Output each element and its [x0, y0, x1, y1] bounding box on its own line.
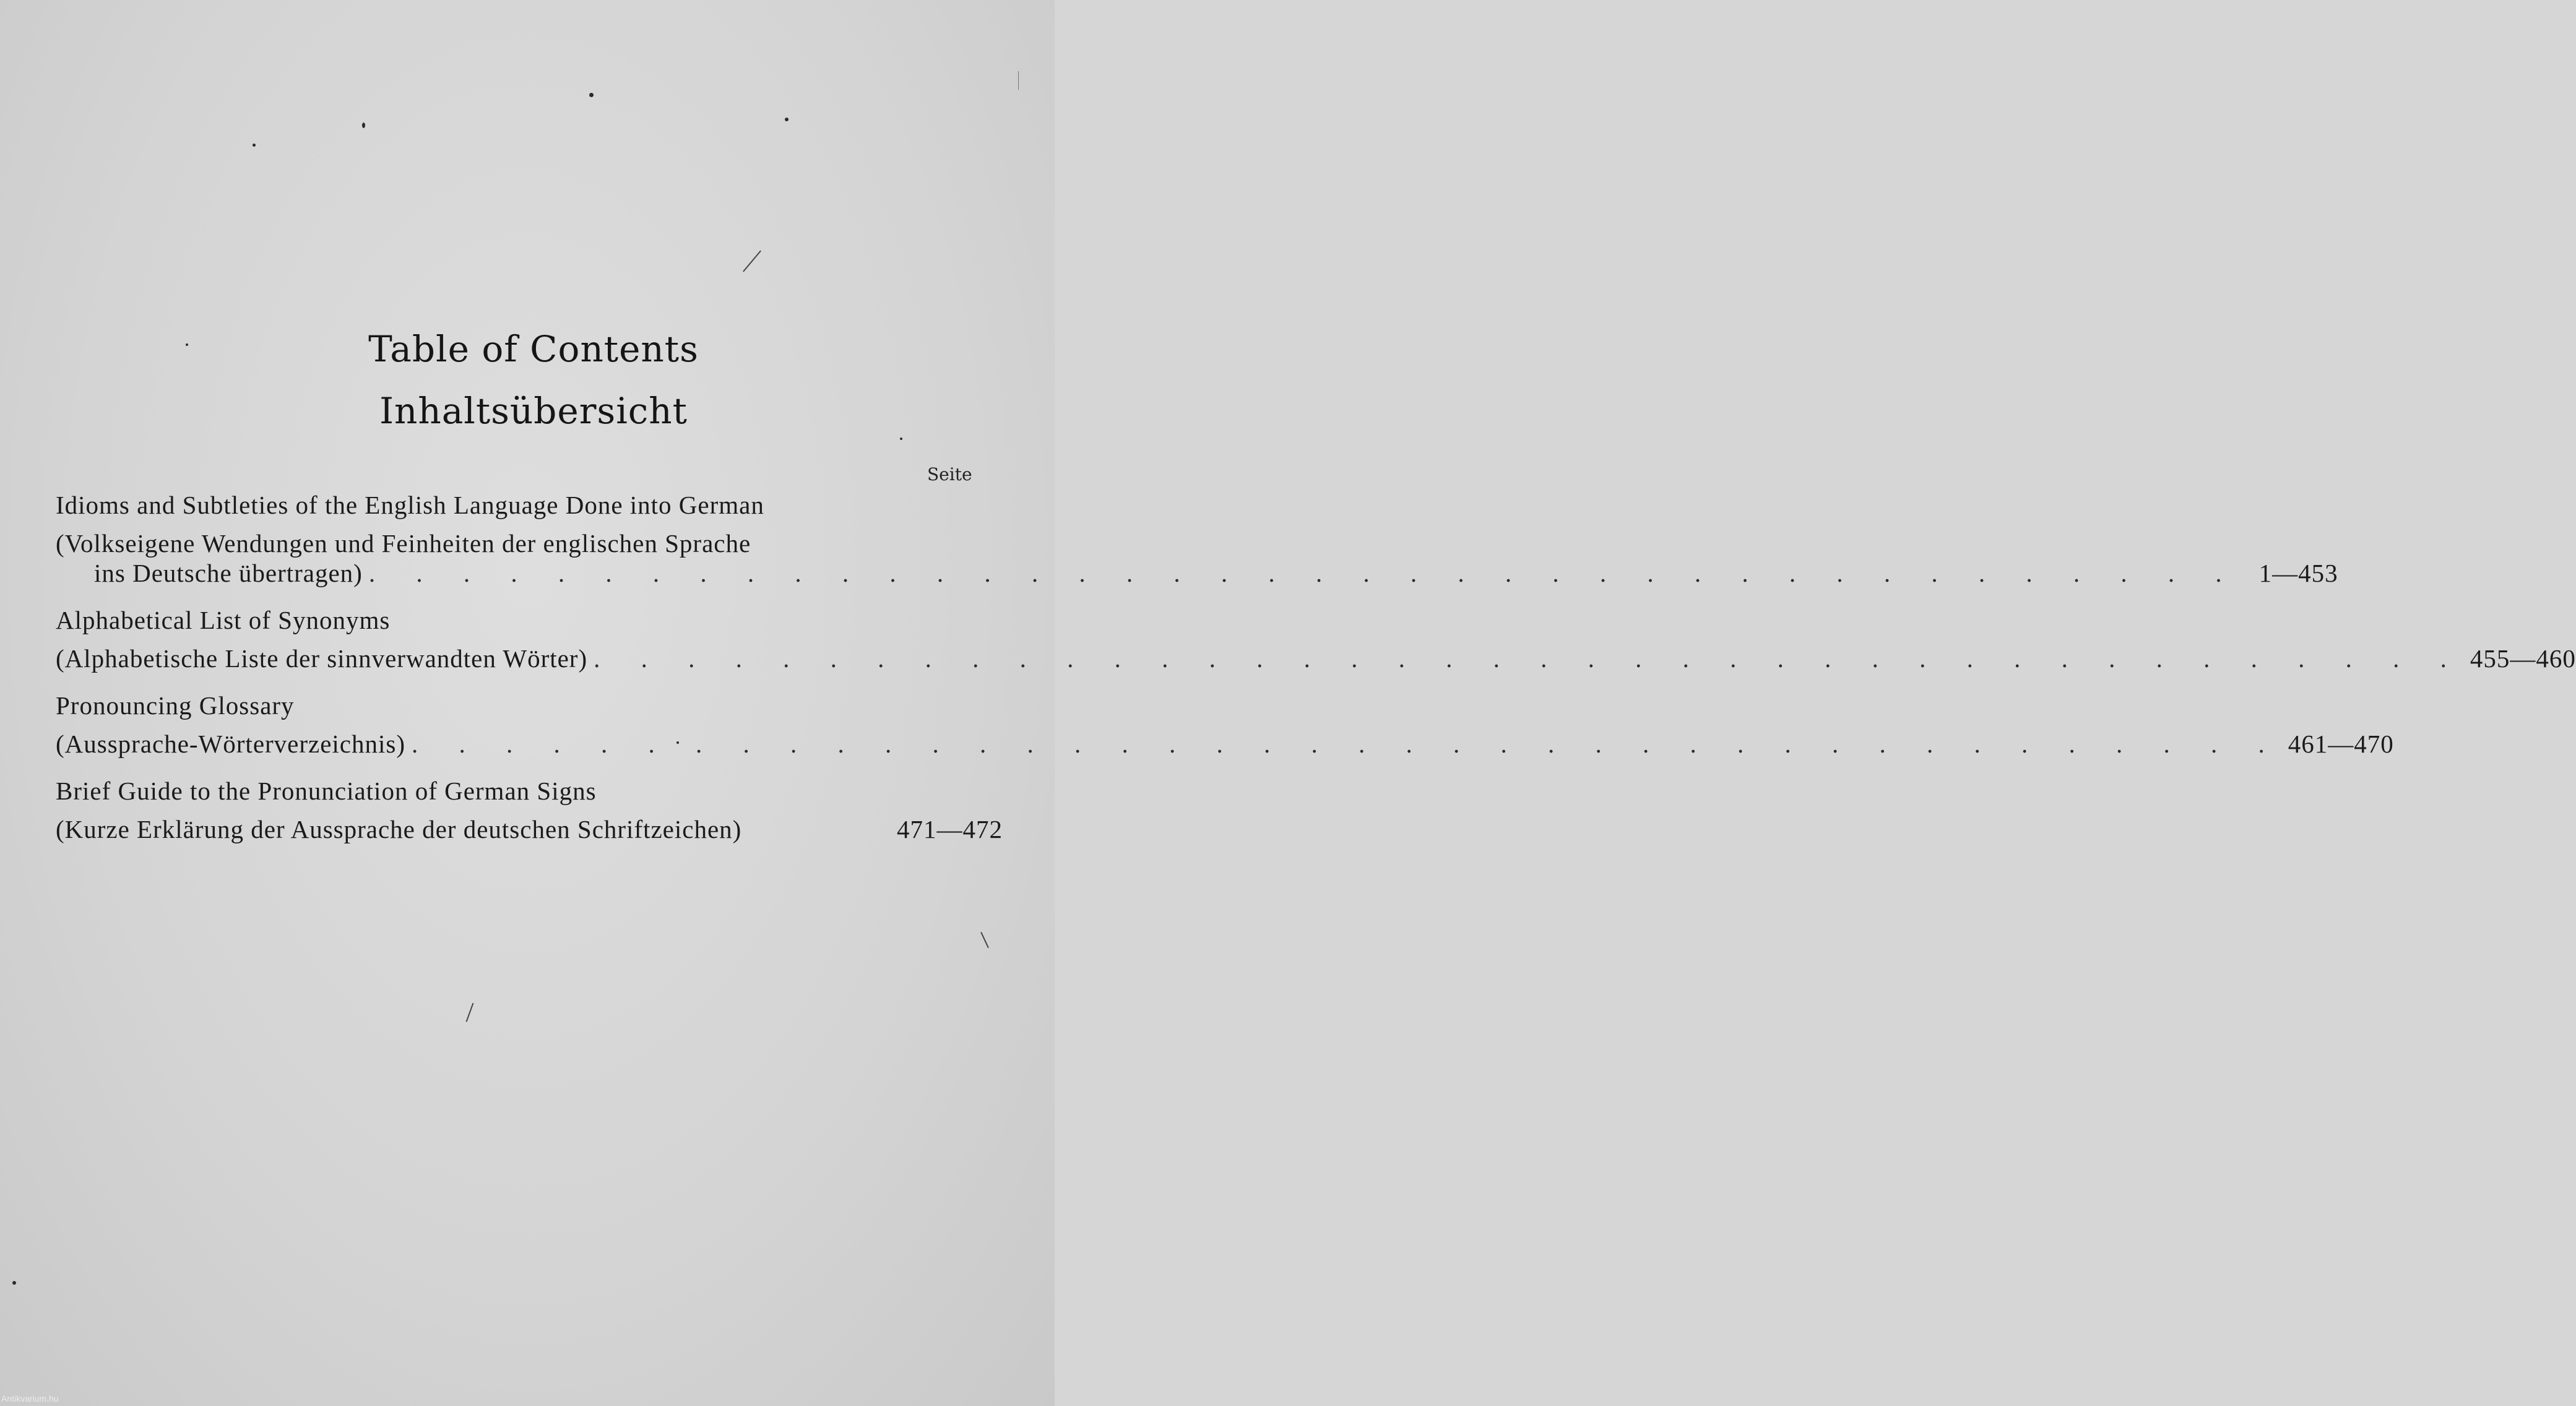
- toc-entry-row: [56, 729, 2394, 759]
- watermark: Antikvarium.hu: [1, 1394, 59, 1404]
- toc-entry: [56, 604, 2576, 673]
- toc-entry: [56, 489, 2338, 588]
- toc-entry-pages: 471—472: [897, 815, 1003, 843]
- toc-entry-pages: 455—460: [2470, 644, 2576, 673]
- dust-speck: [900, 438, 902, 440]
- scan-scratch: [1018, 71, 1019, 90]
- toc-entry-pages: 1—453: [2258, 559, 2338, 587]
- dust-speck: [785, 118, 789, 121]
- scan-scratch: [466, 1003, 474, 1022]
- toc-entry-title-en: Brief Guide to the Pronunciation of German Signs: [56, 777, 597, 805]
- toc-entry: [56, 775, 1003, 844]
- toc-entry-row: [56, 814, 1003, 844]
- dot-leader: . . . . . . . . . . . . . . . . . . . . . . . . . . . . . . . . . . . . . . . .: [368, 559, 2239, 587]
- page-title: Table of Contents: [368, 328, 699, 370]
- toc-entry-pages: 461—470: [2288, 730, 2394, 758]
- dust-speck: [589, 93, 594, 97]
- toc-entry-title-de: (Kurze Erklärung der Aussprache der deutschen Schriftzeichen): [56, 815, 742, 843]
- toc-entry: [56, 689, 2394, 759]
- dot-leader: . . . . . . . . . . . . . . . . . . . . . . . . . . . . . . . . . . . . . . . .: [594, 644, 2464, 673]
- page-column-label: Seite: [927, 464, 972, 485]
- dot-leader: . . . . . . . . . . . . . . . . . . . . . . . . . . . . . . . . . . . . . . . .: [412, 730, 2282, 758]
- dust-speck: [12, 1281, 16, 1285]
- table-of-contents: [56, 489, 2576, 860]
- toc-entry-title-de: (Aussprache-Wörterverzeichnis): [56, 730, 406, 758]
- toc-entry-title-de: (Volkseigene Wendungen und Feinheiten der englischen Sprache: [56, 529, 751, 558]
- toc-entry-title-en: Idioms and Subtleties of the English Language Done into German: [56, 491, 764, 519]
- scan-scratch: [980, 932, 989, 948]
- dust-speck: [362, 123, 365, 128]
- toc-entry-title-en: Pronouncing Glossary: [56, 691, 295, 720]
- toc-entry-title-de: (Alphabetische Liste der sinnverwandten Wörter): [56, 644, 588, 673]
- toc-entry-title-de-cont: ins Deutsche übertragen): [94, 559, 363, 587]
- toc-entry-row: [56, 644, 2576, 673]
- toc-entry-title-en: Alphabetical List of Synonyms: [56, 606, 391, 634]
- dust-speck: [253, 144, 256, 147]
- toc-entry-row: [56, 558, 2338, 588]
- page-subtitle: Inhaltsübersicht: [379, 390, 688, 432]
- scan-scratch: [743, 251, 761, 272]
